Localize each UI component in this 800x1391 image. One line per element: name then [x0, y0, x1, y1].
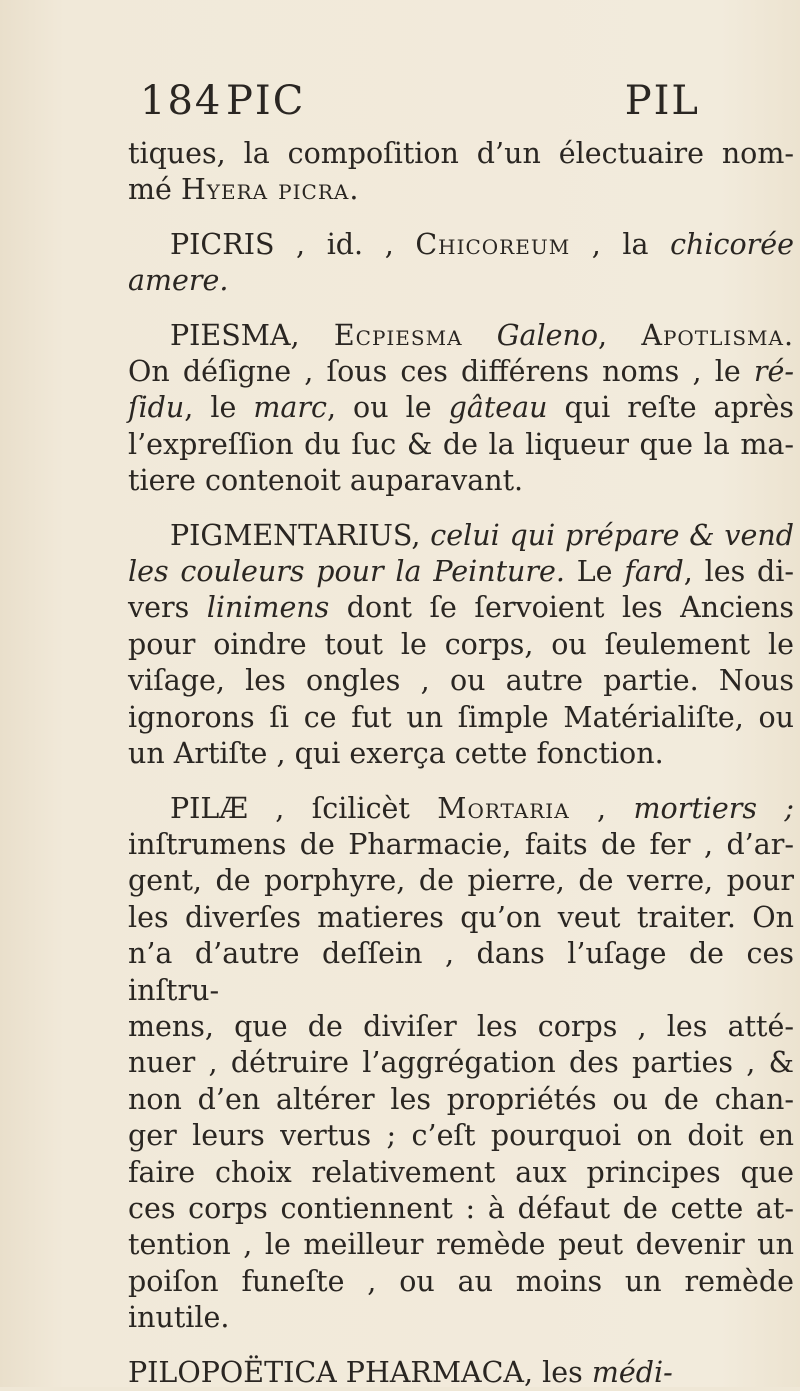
text-run: les	[542, 1355, 592, 1389]
text-line	[128, 518, 794, 554]
text-line	[128, 1355, 794, 1391]
text-line: mens, que de diviſer les corps , les atté-	[128, 1009, 794, 1043]
term-linimens: linimens	[206, 591, 330, 625]
term-mortaria: Mortaria	[437, 791, 570, 825]
entry-pilopoetica	[128, 1355, 794, 1391]
text-line: un Artiſte , qui exerça cette fonction.	[128, 737, 664, 771]
text-run: ,	[598, 318, 642, 352]
text-line: amere.	[128, 264, 229, 298]
text-run: On déſigne , ſous ces différens noms , le	[128, 355, 754, 389]
text-line: ces corps contiennent : à défaut de cette at-	[128, 1191, 794, 1225]
text-line: viſage, les ongles , ou autre partie. Nous	[128, 664, 794, 698]
text-line	[128, 390, 794, 426]
definition-italic: celui qui prépare & vend	[430, 518, 794, 552]
text-line: tiere contenoit auparavant.	[128, 464, 524, 498]
term-latin: Chicoreum	[415, 227, 571, 261]
term-mortiers: mortiers ;	[633, 791, 795, 825]
text-line: poiſon funeſte , ou au moins un remède	[128, 1264, 794, 1298]
headword: PILÆ , ſcilicèt	[170, 791, 438, 825]
term-hyera-picra: Hyera picra.	[180, 173, 360, 207]
text-line: tiques, la compoſition d’un électuaire nom-	[128, 137, 794, 170]
text-line	[128, 172, 794, 208]
text-run: ,	[569, 791, 634, 825]
text-line: pour oindre tout le corps, ou ſeulement le	[128, 627, 794, 661]
text-line: inſtrumens de Pharmacie, faits de fer , d’ar-	[128, 827, 794, 861]
text-line: ger leurs vertus ; c’eſt pourquoi on doit en	[128, 1119, 794, 1153]
term-residu: ré-	[753, 355, 794, 389]
page-body	[128, 136, 794, 1391]
text-line: faire choix relativement aux principes que	[128, 1155, 794, 1189]
text-line: les diverſes matieres qu’on veut traiter. On	[128, 900, 794, 934]
text-run: Le	[564, 555, 625, 589]
headword: PILOPOËTICA PHARMACA,	[128, 1355, 543, 1389]
term-residu: ſidu	[128, 391, 185, 425]
term-french: chicorée	[670, 227, 794, 261]
term-latin: Ecpiesma	[333, 318, 463, 352]
text-run: qui reſte après	[547, 391, 794, 425]
term-fard: fard	[624, 555, 684, 589]
text-run: dont ſe ſervoient les Anciens	[329, 591, 794, 625]
text-run: , le	[184, 391, 254, 425]
text-run: , la	[570, 227, 671, 261]
text-line	[128, 318, 794, 354]
right-running-head: PIL	[624, 78, 700, 124]
page-number: 184	[140, 78, 223, 124]
term-marc: marc	[253, 391, 327, 425]
left-running-head: PIC	[226, 78, 306, 124]
headword: PIGMENTARIUS,	[170, 518, 431, 552]
headword: PIESMA,	[170, 318, 334, 352]
definition-italic: les couleurs pour la Peinture.	[128, 555, 565, 589]
text-run: mé	[128, 173, 181, 207]
text-line	[128, 590, 794, 626]
text-line: n’a d’autre deſſein , dans l’uſage de ces inſtru-	[128, 937, 794, 1007]
entry-pilae	[128, 791, 794, 1337]
text-line: nuer , détruire l’aggrégation des parties , &	[128, 1046, 794, 1080]
text-run: vers	[128, 591, 207, 625]
text-line: tention , le meilleur remède peut devenir un	[128, 1228, 794, 1262]
entry-picris	[128, 227, 794, 300]
text-line: inutile.	[128, 1301, 230, 1335]
term-apotlisma: Apotlisma.	[641, 318, 794, 352]
text-line	[170, 227, 794, 263]
text-line: non d’en altérer les propriétés ou de chan-	[128, 1082, 794, 1116]
text-line	[128, 354, 794, 390]
entry-continuation	[128, 136, 794, 209]
headword: PICRIS , id. ,	[170, 227, 416, 261]
term-gateau: gâteau	[448, 391, 548, 425]
text-line	[128, 791, 794, 827]
text-run: , les di-	[683, 555, 794, 589]
running-header	[140, 78, 700, 126]
entry-piesma	[128, 318, 794, 500]
term-galeno: Galeno	[462, 318, 599, 352]
text-line: ignorons ſi ce fut un ſimple Matérialiſte, ou	[128, 700, 794, 734]
entry-pigmentarius	[128, 518, 794, 773]
text-line	[128, 554, 794, 590]
text-line: gent, de porphyre, de pierre, de verre, pour	[128, 864, 794, 898]
text-run: , ou le	[326, 391, 449, 425]
text-line: l’expreſſion du ſuc & de la liqueur que la ma-	[128, 427, 794, 461]
term-medi: médi-	[591, 1355, 673, 1389]
